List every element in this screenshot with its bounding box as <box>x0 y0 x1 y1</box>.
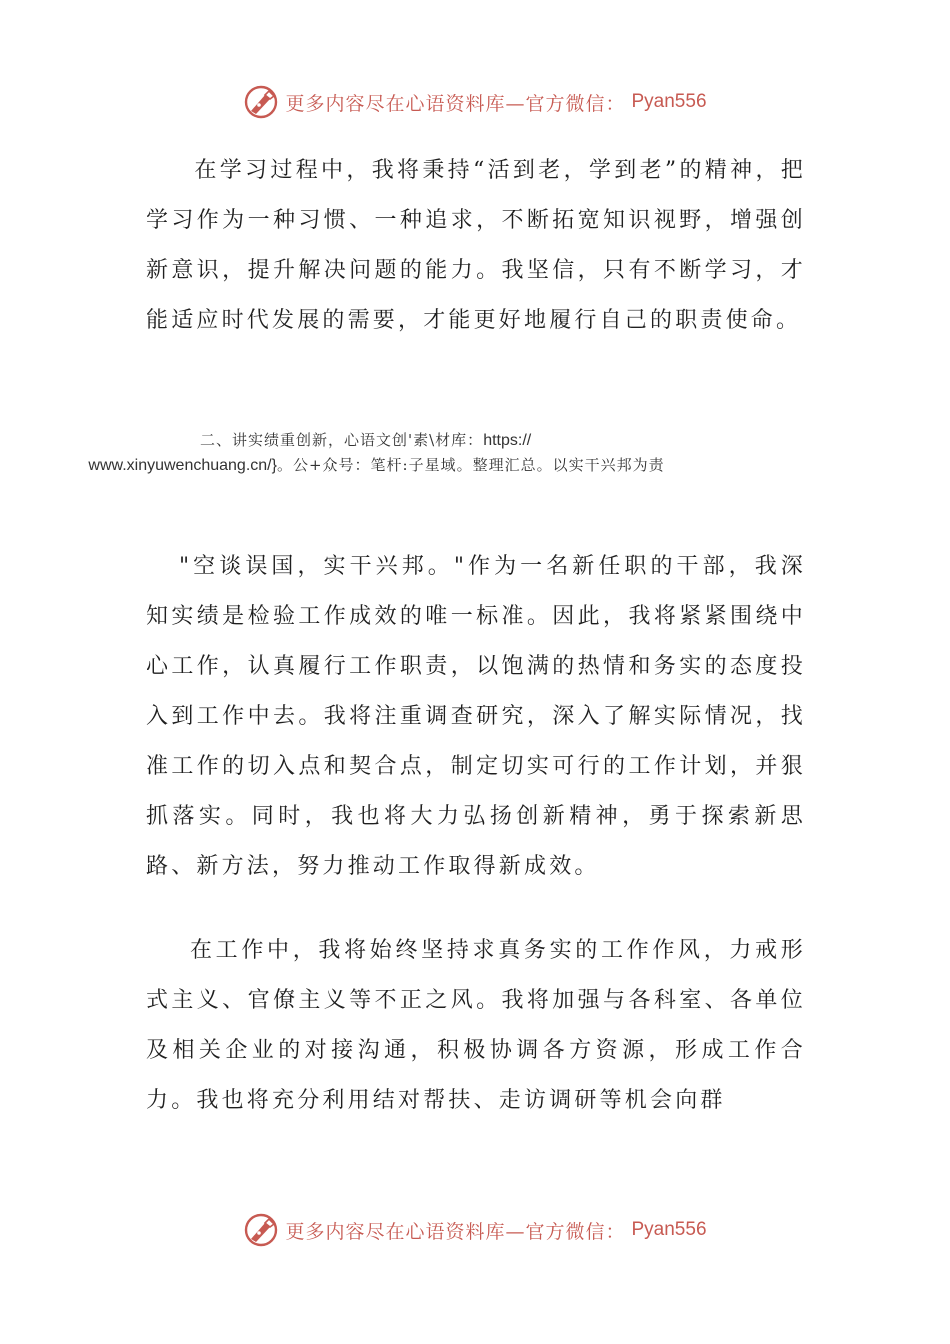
banner-wechat-id: Pyan556 <box>631 91 707 112</box>
heading-url-part2: www.xinyuwenchuang.cn/} <box>88 457 277 474</box>
paragraph-2: "空谈误国，实干兴邦。"作为一名新任职的干部，我深知实绩是检验工作成效的唯一标准。因此，我将紧紧围绕中心工作，认真履行工作职责，以饱满的热情和务实的态度投入到工作中去。我将注重调查研究，深入了解实际情况，找准工作的切入点和契合点，制定切实可行的工作计划，并狠抓落实。同时，我也将大力弘扬创新精神，勇于探索新思路、新方法，努力推动工作取得新成效。 <box>146 554 806 879</box>
paragraph-3: 在工作中，我将始终坚持求真务实的工作作风，力戒形式主义、官僚主义等不正之风。我将加强与各科室、各单位及相关企业的对接沟通，积极协调各方资源，形成工作合力。我也将充分利用结对帮扶、走访调研等机会向群 <box>146 938 806 1113</box>
heading-prefix: 二、讲实绩重创新，心语文创'素\材库： <box>200 431 484 449</box>
footer-banner <box>0 1212 950 1248</box>
paragraph-1: 在学习过程中，我将秉持“活到老，学到老”的精神，把学习作为一种习惯、一种追求，不断拓宽知识视野，增强创新意识，提升解决问题的能力。我坚信，只有不断学习，才能适应时代发展的需要，才能更好地履行自己的职责使命。 <box>146 158 806 333</box>
pen-nib-icon <box>243 1212 279 1248</box>
header-banner <box>0 84 950 120</box>
banner-text: 更多内容尽在心语资料库—官方微信： <box>285 1220 626 1243</box>
pen-nib-icon <box>243 84 279 120</box>
heading-url-part1: https:// <box>483 432 532 449</box>
section-heading <box>88 428 806 478</box>
banner-text: 更多内容尽在心语资料库—官方微信： <box>285 92 626 115</box>
heading-suffix: 。公+众号：笔杆:子星域。整理汇总。以实干兴邦为责 <box>276 456 665 474</box>
banner-wechat-id: Pyan556 <box>631 1219 707 1240</box>
